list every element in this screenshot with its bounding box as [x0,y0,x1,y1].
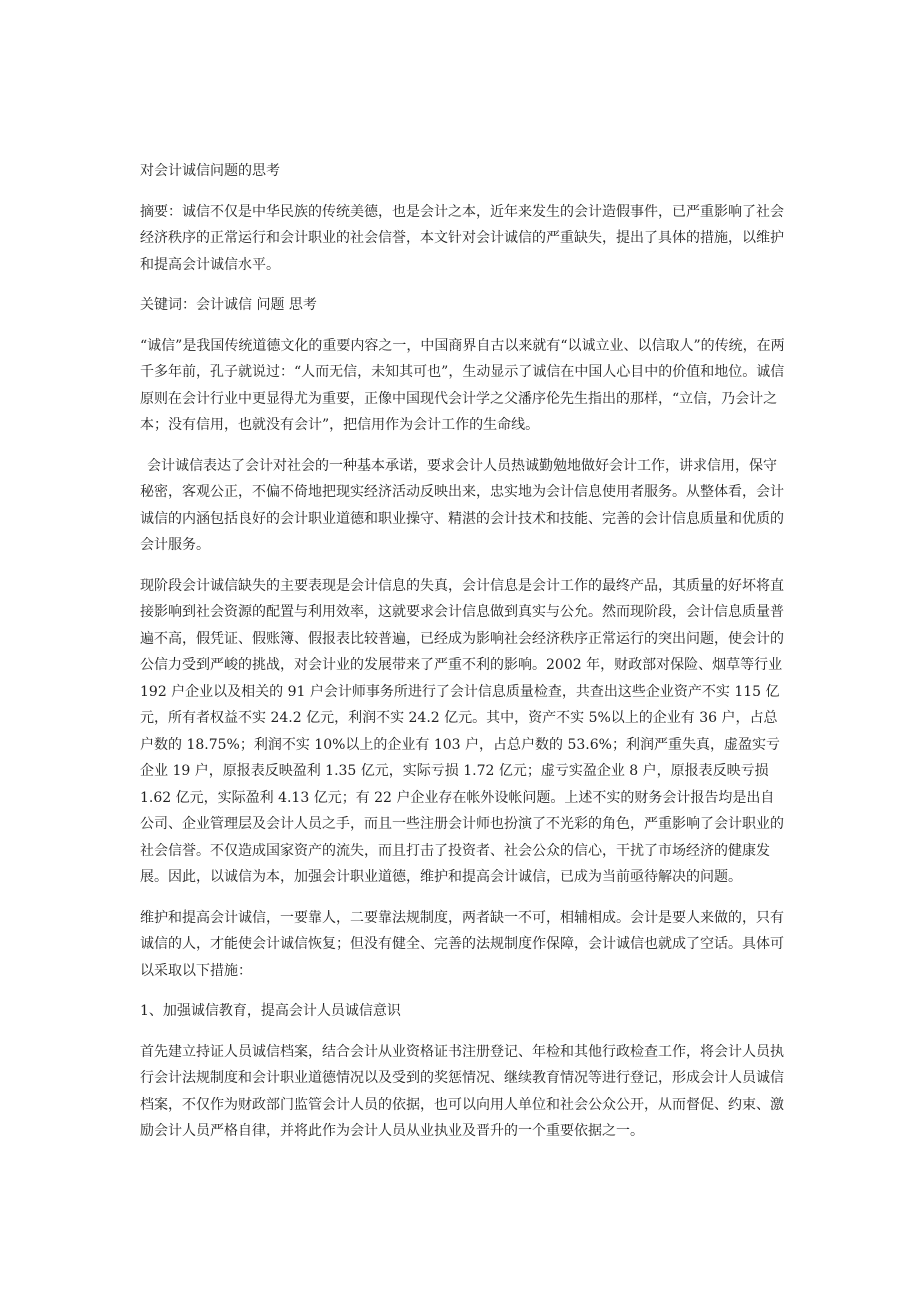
body-paragraph-5: 首先建立持证人员诚信档案，结合会计从业资格证书注册登记、年检和其他行政检查工作，将会计人员执行会计法规制度和会计职业道德情况以及受到的奖惩情况、继续教育情况等进行登记，形成会计人员诚信档案，不仅作为财政部门监管会计人员的依据，也可以向用人单位和社会公众公开，从而督促、约束、激励会计人员严格自律，并将此作为会计人员从业执业及晋升的一个重要依据之一。 [140,1043,784,1139]
body-paragraph-2: 会计诚信表达了会计对社会的一种基本承诺，要求会计人员热诚勤勉地做好会计工作，讲求信用，保守秘密，客观公正，不偏不倚地把现实经济活动反映出来，忠实地为会计信息使用者服务。从整体看，会计诚信的内涵包括良好的会计职业道德和职业操守、精湛的会计技术和技能、完善的会计信息质量和优质的会计服务。 [140,457,784,553]
document-title: 对会计诚信问题的思考 [140,163,280,179]
abstract-paragraph: 摘要：诚信不仅是中华民族的传统美德，也是会计之本，近年来发生的会计造假事件，已严重影响了社会经济秩序的正常运行和会计职业的社会信誉，本文针对会计诚信的严重缺失，提出了具体的措施，以维护和提高会计诚信水平。 [140,203,784,273]
document-body [140,158,786,1159]
body-paragraph-3: 现阶段会计诚信缺失的主要表现是会计信息的失真，会计信息是会计工作的最终产品，其质量的好坏将直接影响到社会资源的配置与利用效率，这就要求会计信息做到真实与公允。然而现阶段，会计信息质量普遍不高，假凭证、假账簿、假报表比较普遍，已经成为影响社会经济秩序正常运行的突出问题，使会计的公信力受到严峻的挑战，对会计业的发展带来了严重不利的影响。2002 年，财政部对保险、烟草等行业 192 户企业以及相关的 91 户会计师事务所进行了会计信息质量检查，共查出这些企业资产不实 115 亿元，所有者权益不实 24.2 亿元，利润不实 24.2 亿元。其中，资产不实 5%以上的企业有 36 户，占总户数的 18.75%；利润不实 10%以上的企业有 103 户，占总户数的 53.6%；利润严重失真，虚盈实亏企业 19 户，原报表反映盈利 1.35 亿元，实际亏损 1.72 亿元；虚亏实盈企业 8 户，原报表反映亏损 1.62 亿元，实际盈利 4.13 亿元；有 22 户企业存在帐外设帐问题。上述不实的财务会计报告均是出自公司、企业管理层及会计人员之手，而且一些注册会计师也扮演了不光彩的角色，严重影响了会计职业的社会信誉。不仅造成国家资产的流失，而且打击了投资者、社会公众的信心，干扰了市场经济的健康发展。因此，以诚信为本，加强会计职业道德，维护和提高会计诚信，已成为当前亟待解决的问题。 [140,577,784,885]
section-heading-1: 1、加强诚信教育，提高会计人员诚信意识 [140,1003,401,1019]
body-paragraph-4: 维护和提高会计诚信，一要靠人，二要靠法规制度，两者缺一不可，相辅相成。会计是要人来做的，只有诚信的人，才能使会计诚信恢复；但没有健全、完善的法规制度作保障，会计诚信也就成了空话。具体可以采取以下措施： [140,909,784,979]
body-paragraph-1: “诚信”是我国传统道德文化的重要内容之一，中国商界自古以来就有“以诚立业、以信取人”的传统，在两千多年前，孔子就说过：“人而无信，未知其可也”，生动显示了诚信在中国人心目中的价值和地位。诚信原则在会计行业中更显得尤为重要，正像中国现代会计学之父潘序伦先生指出的那样，“立信，乃会计之本；没有信用，也就没有会计”，把信用作为会计工作的生命线。 [140,337,785,433]
keywords-paragraph: 关键词：会计诚信 问题 思考 [140,297,317,313]
